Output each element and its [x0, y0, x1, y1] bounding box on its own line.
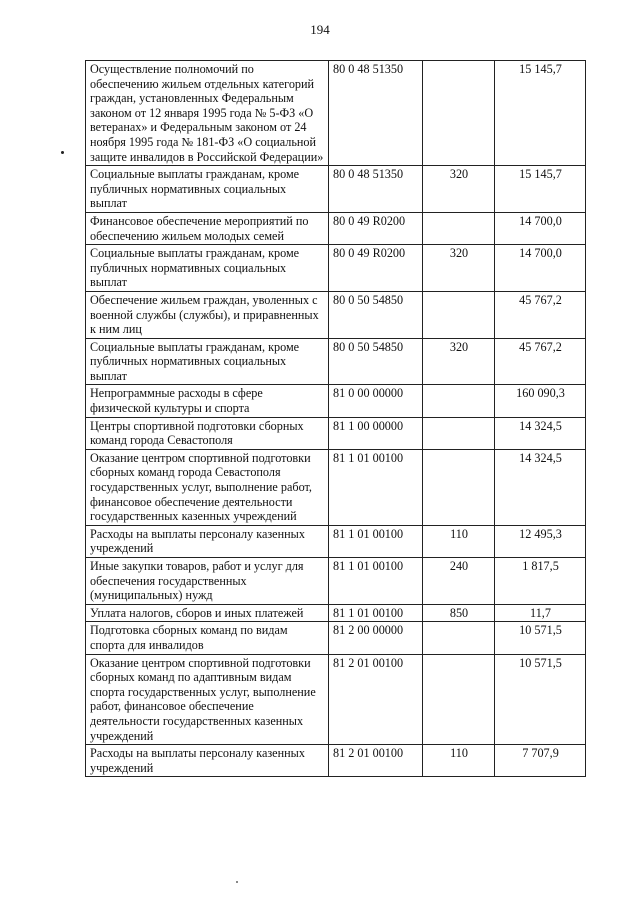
- table-row: [86, 654, 586, 745]
- scan-dot: [236, 881, 238, 883]
- row-name-cell: Подготовка сборных команд по видам спорта для инвалидов: [86, 622, 329, 654]
- row-expense-type-cell: [423, 61, 495, 166]
- row-expense-type-cell: 110: [423, 525, 495, 557]
- row-expense-type-cell: [423, 385, 495, 417]
- table-row: [86, 525, 586, 557]
- row-code-cell: 81 1 00 00000: [329, 417, 423, 449]
- row-name-cell: Осуществление полномочий по обеспечению жильем отдельных категорий граждан, установленных Федеральным законом от 12 января 1995 года № 5-ФЗ «О ветеранах» и Федеральным законом от 24 ноября 1995 года № 181-ФЗ «О социальной защите инвалидов в Российской Федерации»: [86, 61, 329, 166]
- row-name-cell: Оказание центром спортивной подготовки сборных команд по адаптивным видам спорта государственных услуг, выполнение работ, финансовое обеспечение деятельности государственных казенных учреждений: [86, 654, 329, 745]
- scan-mark: [61, 151, 64, 154]
- row-expense-type-cell: 240: [423, 558, 495, 605]
- row-name-cell: Оказание центром спортивной подготовки сборных команд города Севастополя государственных услуг, выполнение работ, финансовое обеспечение деятельности государственных казенных учреждений: [86, 449, 329, 525]
- row-code-cell: 80 0 48 51350: [329, 61, 423, 166]
- row-code-cell: 81 0 00 00000: [329, 385, 423, 417]
- row-name-cell: Финансовое обеспечение мероприятий по обеспечению жильем молодых семей: [86, 212, 329, 244]
- row-expense-type-cell: 110: [423, 745, 495, 777]
- row-code-cell: 81 1 01 00100: [329, 525, 423, 557]
- table-row: [86, 449, 586, 525]
- row-expense-type-cell: 320: [423, 245, 495, 292]
- table-row: [86, 291, 586, 338]
- row-code-cell: 81 2 01 00100: [329, 745, 423, 777]
- table-row: [86, 245, 586, 292]
- row-amount-cell: 45 767,2: [495, 338, 586, 385]
- row-code-cell: 81 1 01 00100: [329, 558, 423, 605]
- row-code-cell: 81 1 01 00100: [329, 604, 423, 622]
- table-row: [86, 622, 586, 654]
- row-name-cell: Социальные выплаты гражданам, кроме публичных нормативных социальных выплат: [86, 166, 329, 213]
- row-name-cell: Центры спортивной подготовки сборных команд города Севастополя: [86, 417, 329, 449]
- table-row: [86, 61, 586, 166]
- budget-table-body: [86, 61, 586, 777]
- table-row: [86, 212, 586, 244]
- row-amount-cell: 15 145,7: [495, 61, 586, 166]
- row-expense-type-cell: [423, 212, 495, 244]
- row-amount-cell: 10 571,5: [495, 654, 586, 745]
- row-name-cell: Расходы на выплаты персоналу казенных учреждений: [86, 525, 329, 557]
- row-amount-cell: 15 145,7: [495, 166, 586, 213]
- table-row: [86, 166, 586, 213]
- row-code-cell: 81 2 00 00000: [329, 622, 423, 654]
- row-code-cell: 80 0 49 R0200: [329, 245, 423, 292]
- row-name-cell: Социальные выплаты гражданам, кроме публичных нормативных социальных выплат: [86, 245, 329, 292]
- table-row: [86, 417, 586, 449]
- row-expense-type-cell: [423, 449, 495, 525]
- row-expense-type-cell: [423, 417, 495, 449]
- row-expense-type-cell: 320: [423, 338, 495, 385]
- row-code-cell: 81 1 01 00100: [329, 449, 423, 525]
- row-expense-type-cell: 320: [423, 166, 495, 213]
- row-amount-cell: 12 495,3: [495, 525, 586, 557]
- row-expense-type-cell: [423, 291, 495, 338]
- row-code-cell: 80 0 49 R0200: [329, 212, 423, 244]
- row-amount-cell: 160 090,3: [495, 385, 586, 417]
- row-name-cell: Иные закупки товаров, работ и услуг для обеспечения государственных (муниципальных) нужд: [86, 558, 329, 605]
- row-amount-cell: 14 700,0: [495, 212, 586, 244]
- row-name-cell: Непрограммные расходы в сфере физической культуры и спорта: [86, 385, 329, 417]
- row-amount-cell: 1 817,5: [495, 558, 586, 605]
- row-amount-cell: 7 707,9: [495, 745, 586, 777]
- table-row: [86, 558, 586, 605]
- table-row: [86, 745, 586, 777]
- row-expense-type-cell: 850: [423, 604, 495, 622]
- table-row: [86, 385, 586, 417]
- row-amount-cell: 45 767,2: [495, 291, 586, 338]
- row-amount-cell: 14 700,0: [495, 245, 586, 292]
- budget-table: [85, 60, 586, 777]
- row-code-cell: 80 0 48 51350: [329, 166, 423, 213]
- page-number: 194: [310, 22, 330, 37]
- row-expense-type-cell: [423, 622, 495, 654]
- row-amount-cell: 14 324,5: [495, 417, 586, 449]
- table-row: [86, 604, 586, 622]
- row-amount-cell: 10 571,5: [495, 622, 586, 654]
- row-code-cell: 81 2 01 00100: [329, 654, 423, 745]
- row-amount-cell: 14 324,5: [495, 449, 586, 525]
- row-name-cell: Социальные выплаты гражданам, кроме публичных нормативных социальных выплат: [86, 338, 329, 385]
- row-code-cell: 80 0 50 54850: [329, 338, 423, 385]
- row-name-cell: Обеспечение жильем граждан, уволенных с военной службы (службы), и приравненных к ним лиц: [86, 291, 329, 338]
- row-name-cell: Уплата налогов, сборов и иных платежей: [86, 604, 329, 622]
- row-expense-type-cell: [423, 654, 495, 745]
- row-amount-cell: 11,7: [495, 604, 586, 622]
- row-code-cell: 80 0 50 54850: [329, 291, 423, 338]
- table-row: [86, 338, 586, 385]
- row-name-cell: Расходы на выплаты персоналу казенных учреждений: [86, 745, 329, 777]
